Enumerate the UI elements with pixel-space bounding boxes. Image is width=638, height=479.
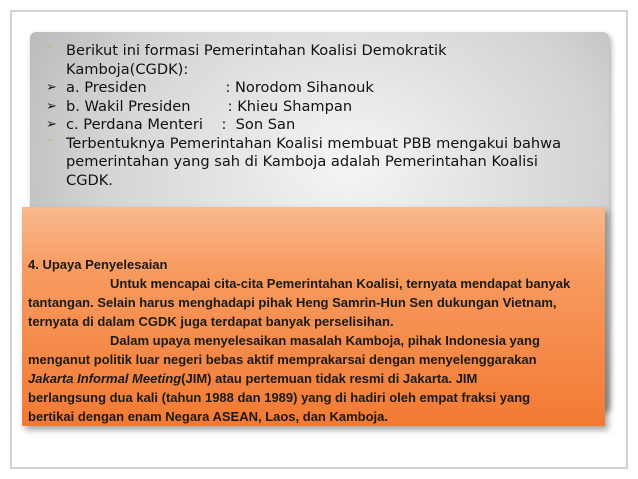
bullet-item-president xyxy=(44,79,604,98)
resolution-textbox xyxy=(22,207,605,426)
paragraph-line: Dalam upaya menyelesaikan masalah Kamboja, pihak Indonesia yang xyxy=(110,333,540,348)
paragraph-line xyxy=(28,369,599,388)
meeting-name: Jakarta Informal Meeting xyxy=(28,371,182,386)
bullet-item-formation xyxy=(44,42,604,79)
bullet-line: c. Perdana Menteri : Son San xyxy=(66,116,296,133)
bullet-list xyxy=(44,42,604,190)
bullet-line: Terbentuknya Pemerintahan Koalisi membuat PBB mengakui bahwa xyxy=(66,134,562,152)
paragraph-line: tantangan. Selain harus menghadapi pihak Heng Samrin-Hun Sen dukungan Vietnam, xyxy=(28,295,557,310)
dash-icon: ⁻ xyxy=(46,134,54,151)
paragraph-line: ternyata di dalam CGDK juga terdapat banyak perselisihan. xyxy=(28,314,394,329)
arrow-icon: ➢ xyxy=(46,80,57,95)
section-heading: 4. Upaya Penyelesaian xyxy=(28,257,168,272)
paragraph-text: (JIM) atau pertemuan tidak resmi di Jakarta. JIM xyxy=(181,371,478,386)
bullet-line: a. Presiden : Norodom Sihanouk xyxy=(66,79,374,96)
bullet-line: pemerintahan yang sah di Kamboja adalah Pemerintahan Koalisi xyxy=(66,153,538,170)
bullet-line: Berikut ini formasi Pemerintahan Koalisi Demokratik xyxy=(66,42,447,59)
arrow-icon: ➢ xyxy=(46,117,57,132)
bullet-line: Kamboja(CGDK): xyxy=(66,60,189,78)
bullet-item-recognition xyxy=(44,135,604,191)
bullet-item-prime-minister xyxy=(44,116,604,135)
bullet-line: b. Wakil Presiden : Khieu Shampan xyxy=(66,97,353,115)
bullet-item-vice-president xyxy=(44,98,604,117)
paragraph-line: bertikai dengan enam Negara ASEAN, Laos, dan Kamboja. xyxy=(28,409,389,424)
paragraph-line: menganut politik luar negeri bebas aktif memprakarsai dengan menyelenggarakan xyxy=(28,352,537,367)
bullet-line: CGDK. xyxy=(66,171,113,189)
dash-icon: ⁻ xyxy=(46,42,54,58)
arrow-icon: ➢ xyxy=(46,98,57,114)
paragraph-line: Untuk mencapai cita-cita Pemerintahan Koalisi, ternyata mendapat banyak xyxy=(110,276,571,291)
paragraph-line: berlangsung dua kali (tahun 1988 dan 1989) yang di hadiri oleh empat fraksi yang xyxy=(28,390,531,405)
